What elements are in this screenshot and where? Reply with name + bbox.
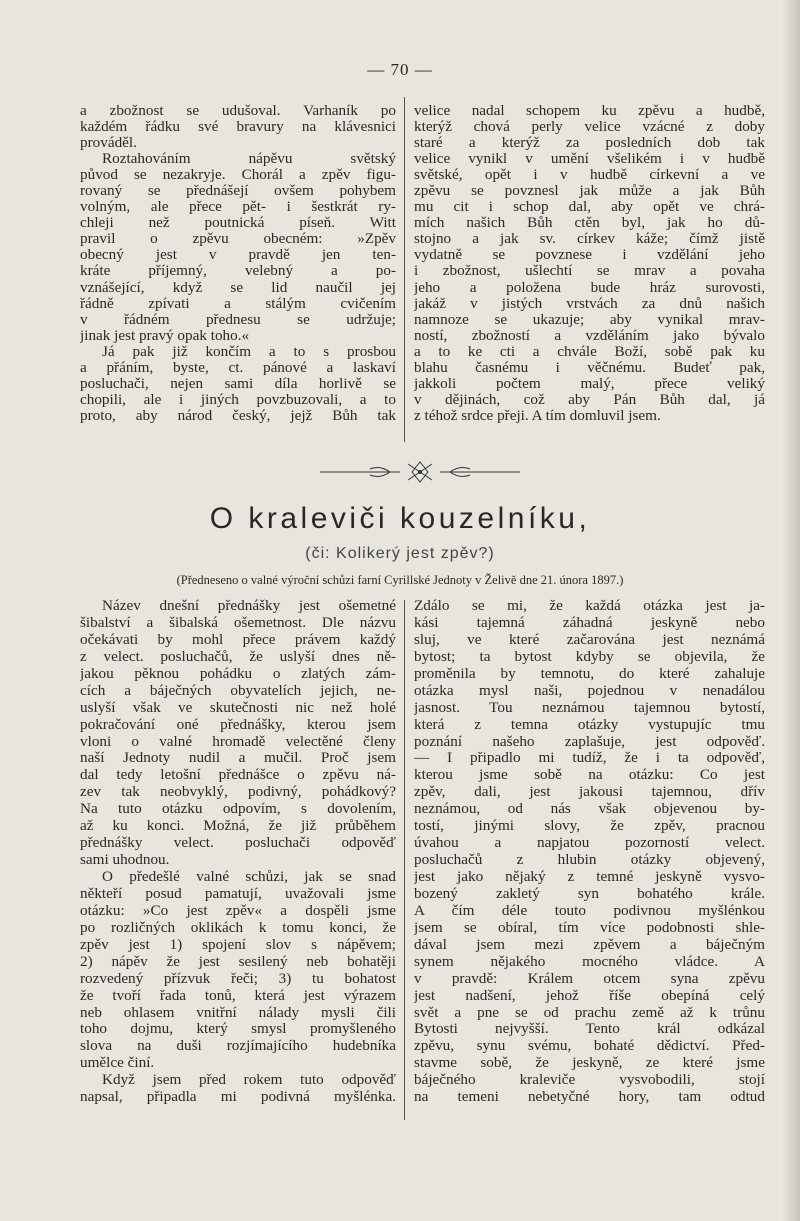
- text-line: O předešlé valné schůzi, jak se snad: [102, 869, 396, 885]
- text-line: velice vynikl v umění všelikém i v hudbě: [414, 151, 765, 168]
- text-line: jasnost. Tou neznámou tajemnou bytostí,: [414, 699, 765, 716]
- text-line: z velect. posluchačů, že uslyší dnes ně-: [80, 648, 396, 665]
- text-line: umělce činí.: [80, 1055, 155, 1072]
- text-line: báječného kraleviče vysvobodili, stojí: [414, 1072, 765, 1089]
- text-line: stavme sobě, že jeskyně, ze které jsme: [414, 1055, 765, 1072]
- text-line: po rozličných oklikách k tomu konci, že: [80, 919, 396, 936]
- text-line: prováděl.: [80, 135, 137, 152]
- text-line: stojno a jak sv. církev káže; čímž jistě: [414, 231, 765, 248]
- text-line: napsal, připadla mi podivná myšlénka.: [80, 1089, 396, 1106]
- text-line: proto, aby národ český, jejž Bůh tak: [80, 407, 396, 424]
- text-line: svět a pne se od prachu země až k trůnu: [414, 1004, 765, 1021]
- text-line: jsem se obíral, tím více podobnosti shle-: [414, 919, 765, 936]
- text-line: pravil o zpěvu obecném: »Zpěv: [80, 231, 396, 248]
- text-line: a přáním, byste, ct. pánové a laskaví: [80, 359, 396, 376]
- page-edge: [782, 0, 800, 1221]
- text-line: zpěv jest 1) spojení slov s nápěvem;: [80, 936, 396, 953]
- text-line: naší Jednoty nudil a mučil. Proč jsem: [80, 750, 396, 767]
- text-line: Když jsem před rokem tuto odpověď: [102, 1072, 396, 1089]
- text-line: synem nějakého mocného vládce. A: [414, 953, 765, 970]
- text-line: světské, opět i v hudbě církevní a ve: [414, 167, 765, 184]
- text-line: pokračování oné přednášky, kterou jsem: [80, 716, 396, 733]
- text-line: kterou jsme sobě na otázku: Co jest: [414, 767, 765, 784]
- text-line: v pravdě: Králem otcem syna zpěvu: [414, 970, 765, 987]
- text-line: z téhož srdce přeji. A tím domluvil jsem.: [414, 407, 661, 424]
- text-line: jinak jest pravý opak toho.«: [80, 327, 250, 344]
- text-line: která z temna otázky vystupujíc tmu: [414, 716, 765, 733]
- text-line: bozený zakletý syn bohatého krále.: [414, 885, 765, 902]
- text-line: někteří posud pamatují, uvažovali jsme: [80, 885, 396, 902]
- text-line: v řádném přednesu se udržuje;: [80, 311, 396, 328]
- text-line: a zbožnost se udušoval. Varhaník po: [80, 103, 396, 119]
- ornament-divider-icon: [320, 460, 520, 484]
- text-line: mu cit i schop dal, aby opět ve chrá-: [414, 199, 765, 216]
- text-line: toho dojmu, který smysl promyšleného: [80, 1021, 396, 1038]
- text-line: a to ke cti a chvále Boží, sobě pak ku: [414, 343, 765, 360]
- text-line: původ se nezakryje. Chorál a zpěv figu-: [80, 167, 396, 184]
- text-line: v dějinách, což aby Pán Bůh dal, já: [414, 391, 765, 408]
- text-line: sami uhodnou.: [80, 852, 170, 869]
- text-line: chopili, ale i jiných povzbuzovali, a to: [80, 391, 396, 408]
- text-line: neznámou, od nás však objevenou by-: [414, 801, 765, 818]
- text-line: vydatně se povznese i vzdělání jeho: [414, 247, 765, 264]
- text-line: jakáž v jistých vrstvách za dnů našich: [414, 295, 765, 312]
- text-line: cích a báječných obyvatelích jejich, ne-: [80, 682, 396, 699]
- text-line: Zdálo se mi, že každá otázka jest ja-: [414, 598, 765, 614]
- text-line: sluj, ve které začarována jest neznámá: [414, 631, 765, 648]
- text-line: — I připadlo mi tudíž, že i ta odpověď,: [414, 750, 765, 767]
- text-line: blahu časnému i věčnému. Budeť pak,: [414, 359, 765, 376]
- text-line: kráte příjemný, velebný a po-: [80, 263, 396, 280]
- article-title: O kraleviči kouzelníku,: [209, 502, 591, 535]
- text-line: šibalství a šibalská ošemetnost. Dle názvu: [80, 614, 396, 631]
- text-line: tostí, jinými slovy, že zpěv, pracnou: [414, 818, 765, 835]
- text-line: zpěvu, synu svému, bohaté dědictví. Před-: [414, 1038, 765, 1055]
- text-line: řádně zpívati a stálým cvičením: [80, 295, 396, 312]
- text-line: i zbožnost, ušlechtí se mrav a povaha: [414, 263, 765, 280]
- text-line: uslyší však ve skutečnosti nic než holé: [80, 699, 396, 716]
- text-line: vloni o valné hromadě velectěné členy: [80, 733, 396, 750]
- text-line: na temeni nebetyčné hory, tam odtud: [414, 1089, 765, 1106]
- text-line: dával jsem mezi zpěvem a báječným: [414, 936, 765, 953]
- text-line: neb ohlasem vnitřní nálady mysli čili: [80, 1004, 396, 1021]
- text-line: mích našich Bůh ctěn byl, jak ho dů-: [414, 215, 765, 232]
- bottom-left-column: [80, 598, 396, 1106]
- text-line: zpěvu se povznesl jak může a jak Bůh: [414, 183, 765, 200]
- text-line: vznášející, když se lid naučil jej: [80, 279, 396, 296]
- text-line: úvahou a napjatou pozorností velect.: [414, 835, 765, 852]
- text-line: že tvoří řada tonů, která jest výrazem: [80, 987, 396, 1004]
- text-line: jest nadšení, jehož říše obepíná celý: [414, 987, 765, 1004]
- text-line: posluchačů z hlubin otázky objevený,: [414, 852, 765, 869]
- text-line: A čím déle touto podivnou myšlénkou: [414, 902, 765, 919]
- text-line: kterýž chová perly velice vzácné z doby: [414, 119, 765, 136]
- text-line: jakkoli počtem malý, přece veliký: [414, 375, 765, 392]
- text-line: každém řádku své bravury na klávesnici: [80, 119, 396, 136]
- text-line: jakou pěknou pohádku o zlatých zám-: [80, 665, 396, 682]
- text-line: staré a kterýž za posledních dob tak: [414, 135, 765, 152]
- text-line: Bytosti nejvyšší. Tento král odkázal: [414, 1021, 765, 1038]
- text-line: proměnila by temnotu, do které zahaluje: [414, 665, 765, 682]
- text-line: dal tedy letošní přednášce o zpěvu ná-: [80, 767, 396, 784]
- text-line: volným, ale přece pět- i šestkrát ry-: [80, 199, 396, 216]
- text-line: Roztahováním nápěvu světský: [102, 151, 396, 168]
- text-line: velice nadal schopem ku zpěvu a hudbě,: [414, 103, 765, 119]
- column-divider: [404, 600, 405, 1120]
- text-line: Na tuto otázku odpovím, s dovolením,: [80, 801, 396, 818]
- text-line: posluchači, nejen sami díla horlivě se: [80, 375, 396, 392]
- text-line: slova na duši rozjímajícího hudebníka: [80, 1038, 396, 1055]
- text-line: Já pak již končím a to s prosbou: [102, 343, 396, 360]
- text-line: jest jako nějaký z temné jeskyně vysvo-: [414, 869, 765, 885]
- text-line: chleji než poutnická píseň. Witt: [80, 215, 396, 232]
- text-line: rozvedený přízvuk řeči; 3) tu bohatost: [80, 970, 396, 987]
- text-line: 2) nápěv že jest sesilený neb bohatěji: [80, 953, 396, 970]
- top-left-column: [80, 103, 396, 424]
- page-number: — 70 —: [367, 60, 433, 79]
- text-line: bytost; ta bytost kdyby se objevila, že: [414, 648, 765, 665]
- text-line: otázku: »Co jest zpěv« a dospěli jsme: [80, 902, 396, 919]
- text-line: očekávati by mohl přece právem každý: [80, 631, 396, 648]
- text-line: rovaný se přednášejí ovšem pohybem: [80, 183, 396, 200]
- text-line: otázka mysl naši, pojednou v nenadálou: [414, 682, 765, 699]
- text-line: obecný jest v pravdě jen ten-: [80, 247, 396, 264]
- column-divider: [404, 97, 405, 442]
- text-line: Název dnešní přednášky jest ošemetné: [102, 598, 396, 614]
- top-right-column: [414, 103, 765, 424]
- text-line: namnoze se ukazuje; aby vynikal mrav-: [414, 311, 765, 328]
- text-line: kási tajemná záhadná jeskyně nebo: [414, 614, 765, 631]
- article-subtitle: (či: Kolikerý jest zpěv?): [305, 545, 495, 562]
- text-line: přednášky velect. posluchači odpověď: [80, 835, 396, 852]
- text-line: zev tak neobvyklý, podivný, pohádkový?: [80, 784, 396, 801]
- text-line: ností, zbožností a vzděláním jako bývalo: [414, 327, 765, 344]
- text-line: poznání našeho zaplašuje, jest odpověď.: [414, 733, 765, 750]
- article-note: (Předneseno o valné výroční schůzi farní Cyrillské Jednoty v Želivě dne 21. února 1897.): [176, 573, 624, 587]
- text-line: až ku konci. Možná, že již průběhem: [80, 818, 396, 835]
- bottom-right-column: [414, 598, 765, 1106]
- text-line: zpěv, dali, jest jakousi tajemnou, dřív: [414, 784, 765, 801]
- text-line: jeho a položena bude hráz surovosti,: [414, 279, 765, 296]
